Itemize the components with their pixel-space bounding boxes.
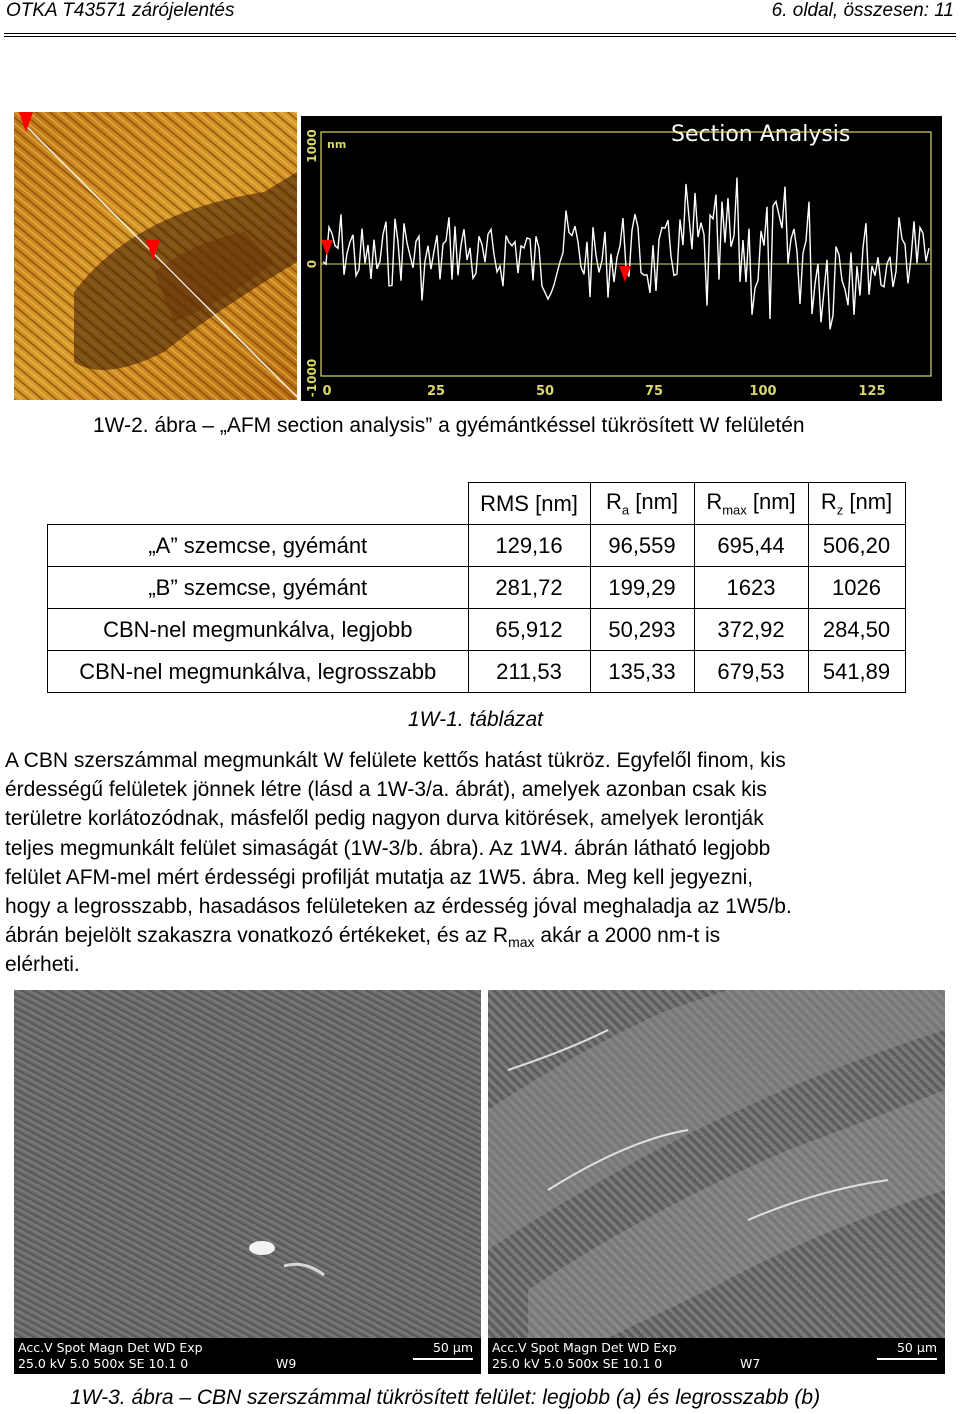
cell-rz: 284,50 (808, 609, 905, 651)
paragraph-line: A CBN szerszámmal megmunkált W felülete kettős hatást tükröz. Egyfelől finom, kis (5, 749, 786, 772)
paragraph-line: ábrán bejelölt szakaszra vonatkozó értékeket, és az $R_{max}$ akár a 2000 nm-t is (5, 924, 721, 951)
table-row (48, 567, 906, 609)
x-tick-label: 75 (644, 384, 664, 399)
afm-height-image (14, 112, 297, 400)
row-label: CBN-nel megmunkálva, legrosszabb (48, 651, 469, 693)
row-label: CBN-nel megmunkálva, legjobb (48, 609, 469, 651)
paragraph-line: teljes megmunkált felület simaságát (1W-3/b. ábra). Az 1W4. ábrán látható legjobb (5, 836, 771, 860)
sample-id: W7 (740, 1356, 761, 1371)
header-rz: $R_z$ [nm] (808, 483, 905, 525)
x-tick-label: 125 (858, 384, 886, 399)
header-rmax: $R_{max}$ [nm] (694, 483, 808, 525)
y-tick-label: 1000 (305, 129, 319, 163)
figure1-caption: 1W-2. ábra – „AFM section analysis” a gyémántkéssel tükrösített W felületén (93, 414, 805, 437)
table-header-row (48, 483, 906, 525)
roughness-profile (323, 178, 929, 330)
sem-databar-b (488, 1338, 945, 1374)
cell-rmax: 372,92 (694, 609, 808, 651)
cell-ra: 96,559 (590, 525, 694, 567)
x-tick-label: 0 (322, 384, 332, 399)
figure2-caption: 1W-3. ábra – CBN szerszámmal tükrösített felület: legjobb (a) és legrosszabb (b) (70, 1386, 821, 1409)
sem-image-b (488, 990, 945, 1374)
cell-ra: 199,29 (590, 567, 694, 609)
table-row (48, 525, 906, 567)
header-rule-secondary (4, 36, 956, 37)
y-unit-label: nm (327, 138, 347, 151)
scale-label: 50 µm (896, 1340, 937, 1355)
header-left: OTKA T43571 zárójelentés (6, 0, 235, 21)
paragraph-line: elérheti. (5, 953, 80, 977)
table-row (48, 651, 906, 693)
x-tick-label: 25 (426, 384, 446, 399)
y-tick-label: -1000 (305, 358, 319, 398)
databar-labels: Acc.V Spot Magn Det WD Exp (492, 1340, 677, 1355)
sem-image-a (14, 990, 481, 1374)
table-row (48, 609, 906, 651)
section-marker-left-icon (321, 240, 333, 256)
databar-labels: Acc.V Spot Magn Det WD Exp (18, 1340, 203, 1355)
table-caption: 1W-1. táblázat (408, 708, 544, 731)
table-corner (48, 483, 469, 525)
cell-ra: 50,293 (590, 609, 694, 651)
cell-rz: 506,20 (808, 525, 905, 567)
sample-id: W9 (276, 1356, 297, 1371)
paragraph-line: hogy a legrosszabb, hasadásos felületeken az érdesség jóval meghaladja az 1W5/b. (5, 894, 792, 918)
scale-bar (413, 1358, 473, 1360)
cell-ra: 135,33 (590, 651, 694, 693)
plot-frame (321, 132, 931, 376)
header-ra: $R_a$ [nm] (590, 483, 694, 525)
roughness-table (47, 482, 906, 693)
cell-rms: 281,72 (468, 567, 590, 609)
cell-rms: 65,912 (468, 609, 590, 651)
cell-rz: 541,89 (808, 651, 905, 693)
databar-values: 25.0 kV 5.0 500x SE 10.1 0 (492, 1356, 663, 1371)
cell-rms: 129,16 (468, 525, 590, 567)
cell-rmax: 695,44 (694, 525, 808, 567)
row-label: „A” szemcse, gyémánt (48, 525, 469, 567)
scale-label: 50 µm (432, 1340, 473, 1355)
scale-bar (877, 1358, 937, 1360)
section-title: Section Analysis (671, 122, 851, 147)
sem-databar-a (14, 1338, 481, 1374)
particle (249, 1241, 275, 1255)
header-rms: RMS [nm] (468, 483, 590, 525)
header-right: 6. oldal, összesen: 11 (771, 0, 954, 21)
header-rule (4, 33, 956, 34)
y-tick-label: 0 (305, 259, 319, 269)
databar-values: 25.0 kV 5.0 500x SE 10.1 0 (18, 1356, 189, 1371)
cell-rmax: 679,53 (694, 651, 808, 693)
body-paragraph (5, 746, 955, 980)
section-analysis-plot (301, 116, 942, 401)
paragraph-line: érdességű felületek jönnek létre (lásd a 1W-3/a. ábrát), amelyek azonban csak kis (5, 778, 767, 802)
cell-rms: 211,53 (468, 651, 590, 693)
paragraph-line: területre korlátozódnak, másfelől pedig nagyon durva kitörések, amelyek lerontják (5, 807, 764, 831)
paragraph-line: felület AFM-mel mért érdességi profilját mutatja az 1W5. ábra. Meg kell jegyezni, (5, 865, 754, 889)
x-tick-label: 100 (749, 384, 777, 399)
row-label: „B” szemcse, gyémánt (48, 567, 469, 609)
cell-rz: 1026 (808, 567, 905, 609)
x-tick-label: 50 (535, 384, 555, 399)
cell-rmax: 1623 (694, 567, 808, 609)
